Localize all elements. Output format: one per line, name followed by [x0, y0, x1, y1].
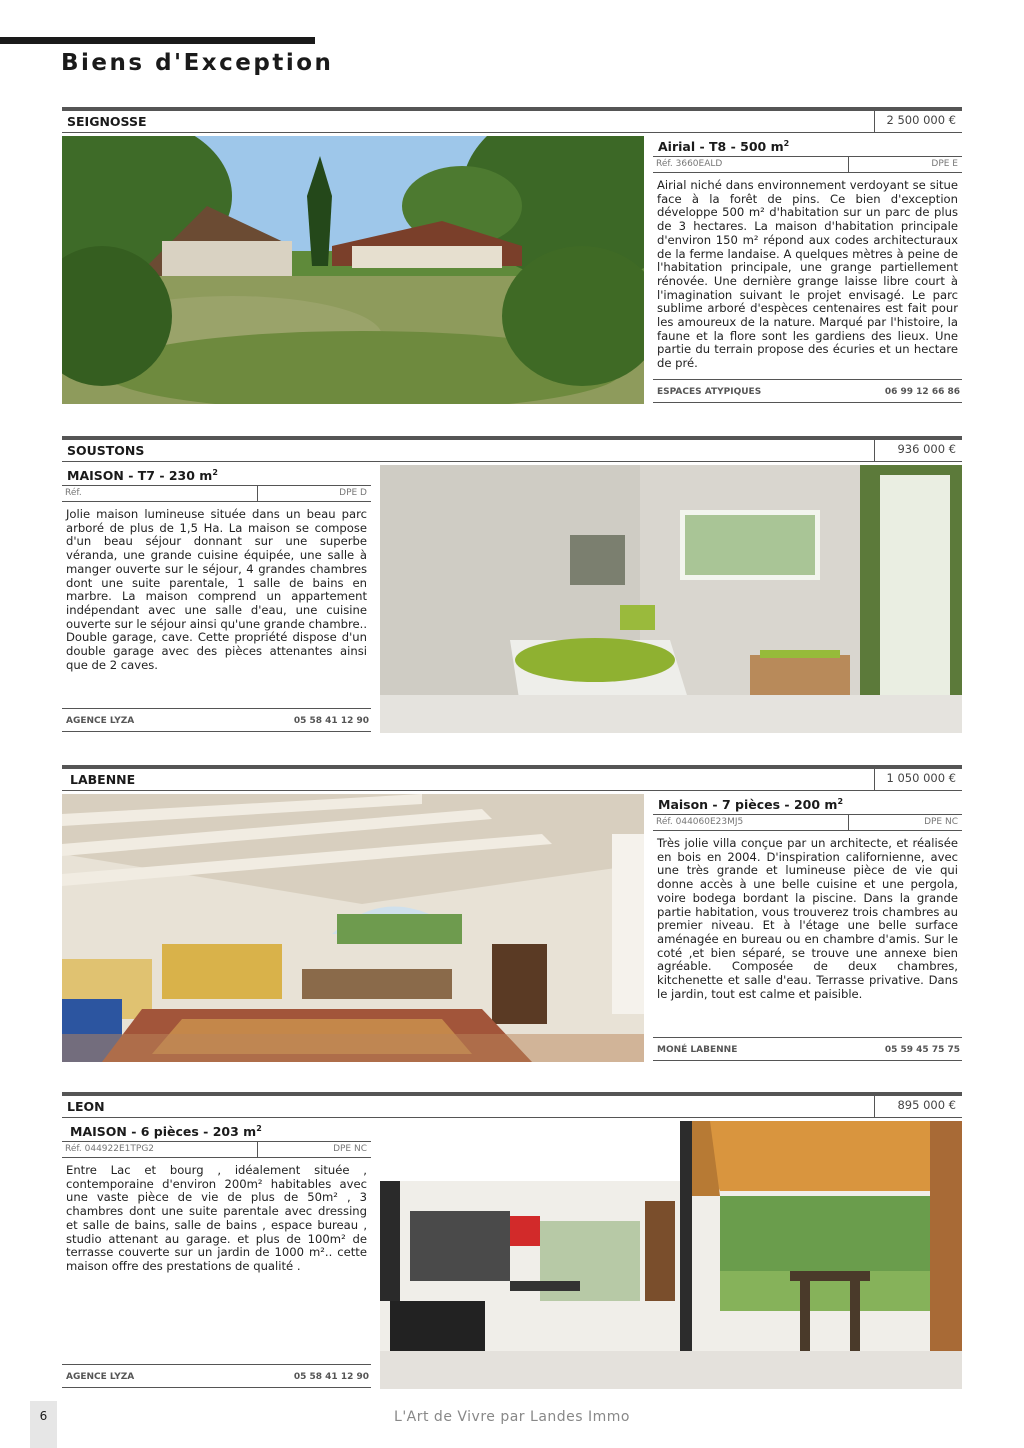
listing-ref: Réf.: [65, 488, 82, 498]
listing-title: Maison - 7 pièces - 200 $m^2$: [653, 794, 962, 815]
listing-price: 1 050 000 €: [874, 765, 962, 791]
listing-city: SEIGNOSSE: [67, 114, 147, 129]
listing-info: [62, 1121, 371, 1389]
agency-name: AGENCE LYZA: [66, 716, 135, 726]
page-number: 6: [39, 1409, 48, 1423]
listing-agency-row: [653, 379, 962, 403]
agency-name: MONÉ LABENNE: [657, 1045, 738, 1055]
listing-ref: Réf. 044060E23MJ5: [656, 817, 744, 827]
listing-leon: [62, 1092, 962, 1389]
listing-price: 2 500 000 €: [874, 107, 962, 133]
listing-photo-living-room: [62, 794, 644, 1062]
agency-phone: 05 59 45 75 75: [884, 1045, 960, 1055]
agency-name: AGENCE LYZA: [66, 1372, 135, 1382]
listing-ref-row: [653, 157, 962, 173]
header-accent-bar: [0, 37, 315, 44]
listing-dpe: DPE E: [931, 159, 958, 169]
listing-labenne: [62, 765, 962, 1062]
listing-header: [62, 107, 962, 133]
listing-description: Jolie maison lumineuse située dans un beau parc arboré de plus de 1,5 Ha. La maison se compose d'un beau séjour donnant sur une superbe véranda, une grande cuisine équipée, une salle à manger ouverte sur le séjour, 4 grandes chambres dont une suite parentale, 1 salle de bains en marbre. La maison comprend un appartement indépendant avec une salle d'eau, une cuisine ouverte sur le séjour ainsi qu'une grande chambre.. Double garage, cave. Cette propriété dispose d'un double garage avec des pièces attenantes ainsi que de 2 caves.: [66, 507, 368, 672]
listing-dpe: DPE NC: [924, 817, 958, 827]
agency-phone: 05 58 41 12 90: [293, 716, 369, 726]
listing-photo-terrace: [380, 1121, 962, 1389]
listing-info: [62, 465, 371, 733]
listing-ref-row: [62, 1142, 371, 1158]
page-footer: L'Art de Vivre par Landes Immo: [394, 1409, 630, 1425]
listing-photo-bathroom: [380, 465, 962, 733]
listing-dpe: DPE NC: [333, 1144, 367, 1154]
listing-city: SOUSTONS: [67, 443, 145, 458]
listing-ref-row: [62, 486, 371, 502]
listing-description: Airial niché dans environnement verdoyant se situe face à la forêt de pins. Ce bien d'exception développe 500 m² d'habitation sur un parc de plus de 3 hectares. La maison d'habitation principale d'environ 150 m² répond aux codes architecturaux de la ferme landaise. A quelques mètres à peine de l'habitation principale, une grange partiellement rénovée. Une dernière grange laisse libre court à l'imagination suivant le projet envisagé. Le parc sublime arboré d'espèces centenaires est fait pour les amoureux de la nature. Marqué par l'histoire, la faune et la flore sont les gardiens des lieux. Une partie du terrain propose des écuries et un hectare de pré.: [657, 178, 958, 371]
listing-description: Entre Lac et bourg , idéalement située , contemporaine d'environ 200m² habitables avec une vaste pièce de vie de plus de 50m² , 3 chambres dont une suite parentale avec dressing et salle de bains, salle de bains , espace bureau , studio attenant au garage. et plus de 100m² de terrasse couverte sur un jardin de 1000 m².. cette maison offre des prestations de qualité .: [66, 1163, 367, 1273]
listing-photo-farmhouse: [62, 136, 644, 404]
listing-info: [653, 136, 962, 404]
listing-ref: Réf. 044922E1TPG2: [65, 1144, 155, 1154]
listing-header: [62, 436, 962, 462]
agency-phone: 06 99 12 66 86: [884, 387, 960, 397]
listing-seignosse: [62, 107, 962, 404]
listing-city: LABENNE: [70, 772, 136, 787]
listing-title: Airial - T8 - 500 $m^2$: [653, 136, 962, 157]
agency-name: ESPACES ATYPIQUES: [657, 387, 762, 397]
listing-price: 895 000 €: [874, 1092, 962, 1118]
page-title: Biens d'Exception: [61, 50, 334, 76]
listing-agency-row: [62, 1364, 371, 1388]
listing-agency-row: [653, 1037, 962, 1061]
listing-soustons: [62, 436, 962, 733]
listing-ref: Réf. 3660EALD: [656, 159, 723, 169]
listing-city: LEON: [67, 1099, 105, 1114]
listing-header: [62, 1092, 962, 1118]
listing-dpe: DPE D: [339, 488, 367, 498]
listing-description: Très jolie villa conçue par un architecte, et réalisée en bois en 2004. D'inspiration californienne, avec une très grande et lumineuse pièce de vie qui donne accès à une belle cuisine et une pergola, voire bodega bordant la piscine. Dans la grande partie habitation, vous trouverez trois chambres au premier niveau. Et à l'étage une belle surface aménagée en bureau ou en chambre d'amis. Sur le coté ,et bien séparé, se trouve une annexe bien agréable. Composée de deux chambres, kitchenette et salle d'eau. Terrasse privative. Dans le jardin, tout est calme et paisible.: [657, 836, 958, 1001]
listing-ref-row: [653, 815, 962, 831]
listing-price: 936 000 €: [874, 436, 962, 462]
listing-title: MAISON - T7 - 230 $m^2$: [62, 465, 371, 486]
listing-info: [653, 794, 962, 1062]
listing-agency-row: [62, 708, 371, 732]
listing-title: MAISON - 6 pièces - 203 $m^2$: [62, 1121, 371, 1142]
agency-phone: 05 58 41 12 90: [293, 1372, 369, 1382]
listing-header: [62, 765, 962, 791]
